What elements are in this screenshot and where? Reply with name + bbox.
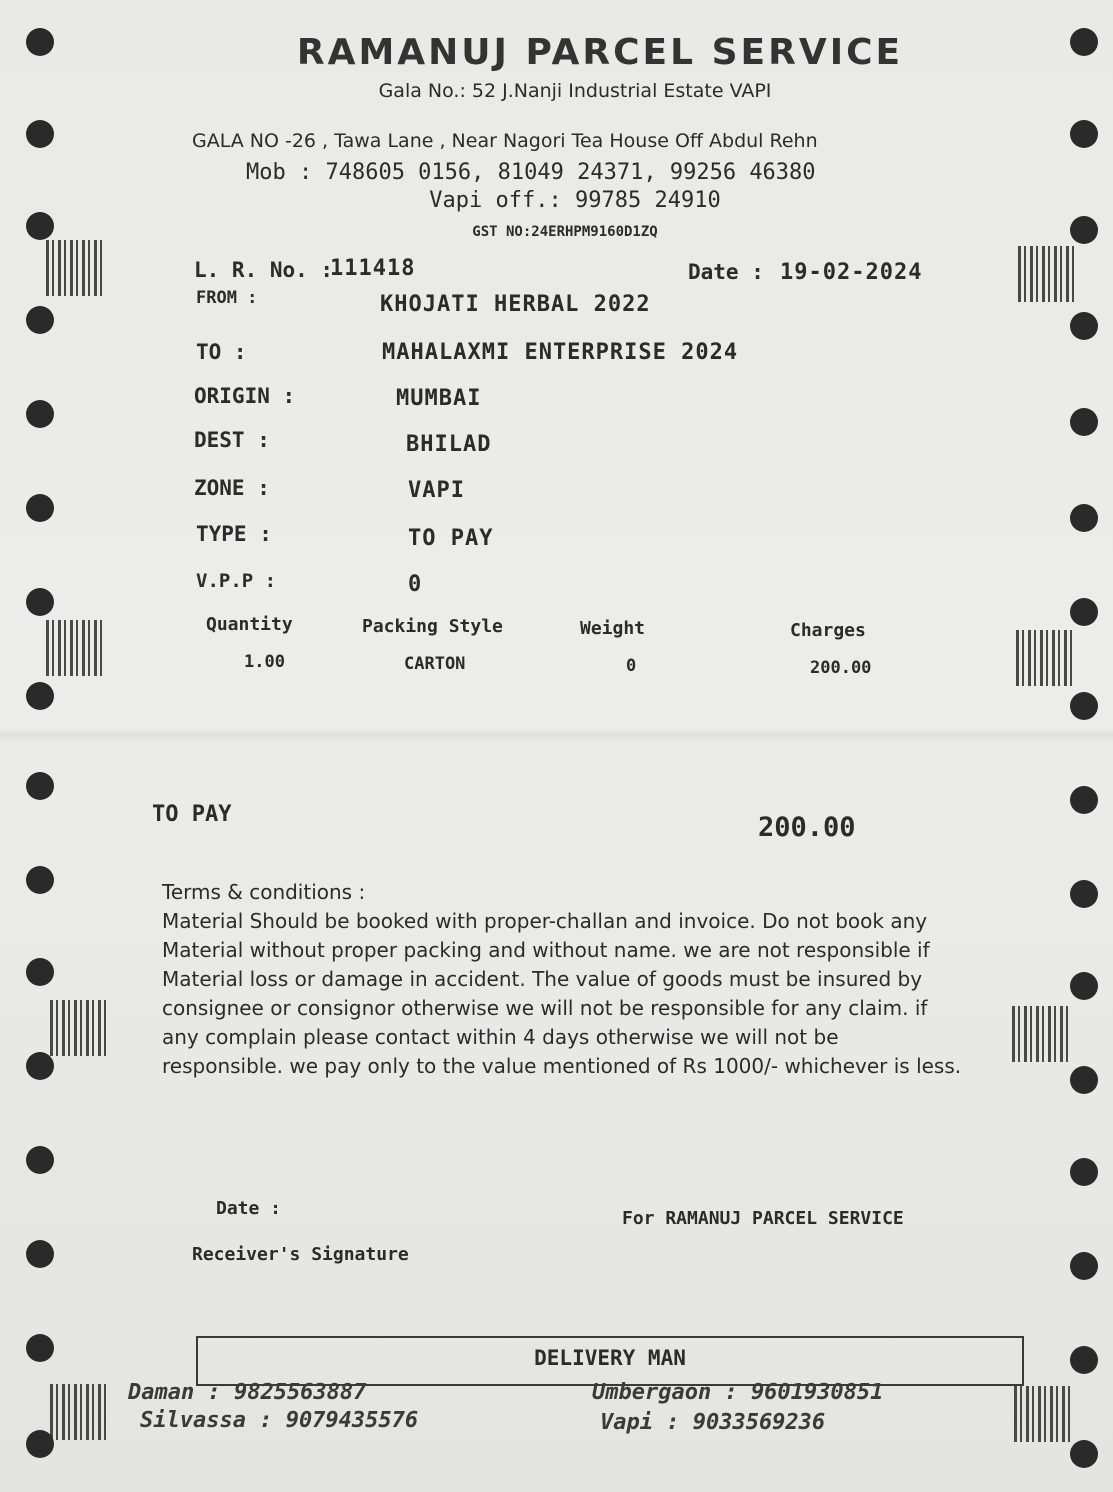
perforation-hole-icon (26, 772, 54, 800)
cell-charges: 200.00 (810, 658, 872, 678)
delivery-man-title: DELIVERY MAN (534, 1346, 686, 1370)
perforation-hole-icon (1070, 120, 1098, 148)
origin-value: MUMBAI (396, 386, 482, 411)
perforation-hole-icon (1070, 880, 1098, 908)
address-line-2: GALA NO -26 , Tawa Lane , Near Nagori Tea House Off Abdul Rehn (192, 130, 818, 152)
address-line-1: Gala No.: 52 J.Nanji Industrial Estate VAPI (378, 80, 772, 102)
perforation-hole-icon (26, 494, 54, 522)
cell-packing-style: CARTON (404, 654, 466, 674)
type-value: TO PAY (408, 526, 494, 551)
receipt-date: 19-02-2024 (780, 260, 923, 285)
perforation-hole-icon (1070, 1066, 1098, 1094)
column-header-quantity: Quantity (206, 614, 293, 635)
from-value: KHOJATI HERBAL 2022 (380, 292, 651, 317)
dest-value: BHILAD (406, 432, 492, 457)
vapi-delivery-phone: Vapi : 9033569236 (600, 1410, 826, 1435)
lr-number: 111418 (330, 256, 416, 281)
date-label: Date : (688, 260, 764, 284)
vpp-value: 0 (408, 572, 423, 597)
perforation-hole-icon (26, 588, 54, 616)
column-header-packing-style: Packing Style (362, 616, 503, 637)
lr-label: L. R. No. : (194, 258, 334, 282)
perforation-hole-icon (1070, 1440, 1098, 1468)
vapi-office-number: Vapi off.: 99785 24910 (429, 188, 721, 213)
column-header-charges: Charges (790, 620, 866, 641)
paper-fold (0, 728, 1113, 742)
gst-number: GST NO:24ERHPM9160D1ZQ (472, 224, 658, 240)
barcode-mark-icon (46, 240, 102, 296)
perforation-hole-icon (26, 1146, 54, 1174)
zone-value: VAPI (408, 478, 465, 503)
perforation-hole-icon (26, 866, 54, 894)
from-label: FROM : (196, 288, 258, 308)
to-value: MAHALAXMI ENTERPRISE 2024 (382, 340, 739, 365)
perforation-hole-icon (1070, 1252, 1098, 1280)
origin-label: ORIGIN : (194, 384, 296, 408)
perforation-hole-icon (1070, 972, 1098, 1000)
barcode-mark-icon (50, 1000, 106, 1056)
perforation-hole-icon (1070, 786, 1098, 814)
mobile-numbers: Mob : 748605 0156, 81049 24371, 99256 46380 (246, 160, 816, 185)
total-amount: 200.00 (758, 812, 856, 843)
to-label: TO : (196, 340, 247, 364)
perforation-hole-icon (1070, 1158, 1098, 1186)
barcode-mark-icon (50, 1384, 106, 1440)
barcode-mark-icon (46, 620, 102, 676)
perforation-hole-icon (1070, 1346, 1098, 1374)
perforation-hole-icon (1070, 504, 1098, 532)
to-pay-label: TO PAY (152, 802, 232, 827)
receiver-signature-label: Receiver's Signature (192, 1244, 409, 1265)
perforation-hole-icon (26, 120, 54, 148)
column-header-weight: Weight (580, 618, 646, 639)
perforation-hole-icon (26, 1334, 54, 1362)
perforation-hole-icon (1070, 312, 1098, 340)
perforation-hole-icon (26, 400, 54, 428)
type-label: TYPE : (196, 522, 272, 546)
barcode-mark-icon (1012, 1006, 1068, 1062)
terms-block (162, 878, 962, 1081)
zone-label: ZONE : (194, 476, 270, 500)
perforation-hole-icon (1070, 598, 1098, 626)
vpp-label: V.P.P : (196, 570, 277, 592)
company-name: RAMANUJ PARCEL SERVICE (296, 32, 904, 73)
perforation-hole-icon (26, 958, 54, 986)
cell-quantity: 1.00 (244, 652, 285, 672)
terms-title: Terms & conditions : (162, 880, 366, 904)
perforation-hole-icon (26, 682, 54, 710)
umbergaon-phone: Umbergaon : 9601930851 (592, 1380, 884, 1405)
dest-label: DEST : (194, 428, 270, 452)
barcode-mark-icon (1016, 630, 1072, 686)
perforation-hole-icon (26, 1240, 54, 1268)
barcode-mark-icon (1018, 246, 1074, 302)
perforation-hole-icon (26, 1052, 54, 1080)
barcode-mark-icon (1014, 1386, 1070, 1442)
terms-body: Material Should be booked with proper-challan and invoice. Do not book any Material without proper packing and without name. we are not responsible if Material loss or damage in accident. The value of goods must be insured by consignee or consignor otherwise we will not be responsible for any claim. if any complain please contact within 4 days otherwise we will not be responsible. we pay only to the value mentioned of Rs 1000/- whichever is less. (162, 909, 962, 1078)
silvassa-phone: Silvassa : 9079435576 (140, 1408, 419, 1433)
perforation-hole-icon (26, 306, 54, 334)
daman-phone: Daman : 9825563887 (128, 1380, 367, 1405)
delivery-man-box (196, 1336, 1024, 1386)
perforation-hole-icon (1070, 408, 1098, 436)
perforation-hole-icon (1070, 692, 1098, 720)
for-company-label: For RAMANUJ PARCEL SERVICE (622, 1208, 904, 1229)
cell-weight: 0 (626, 656, 637, 676)
signature-date-label: Date : (216, 1198, 282, 1219)
